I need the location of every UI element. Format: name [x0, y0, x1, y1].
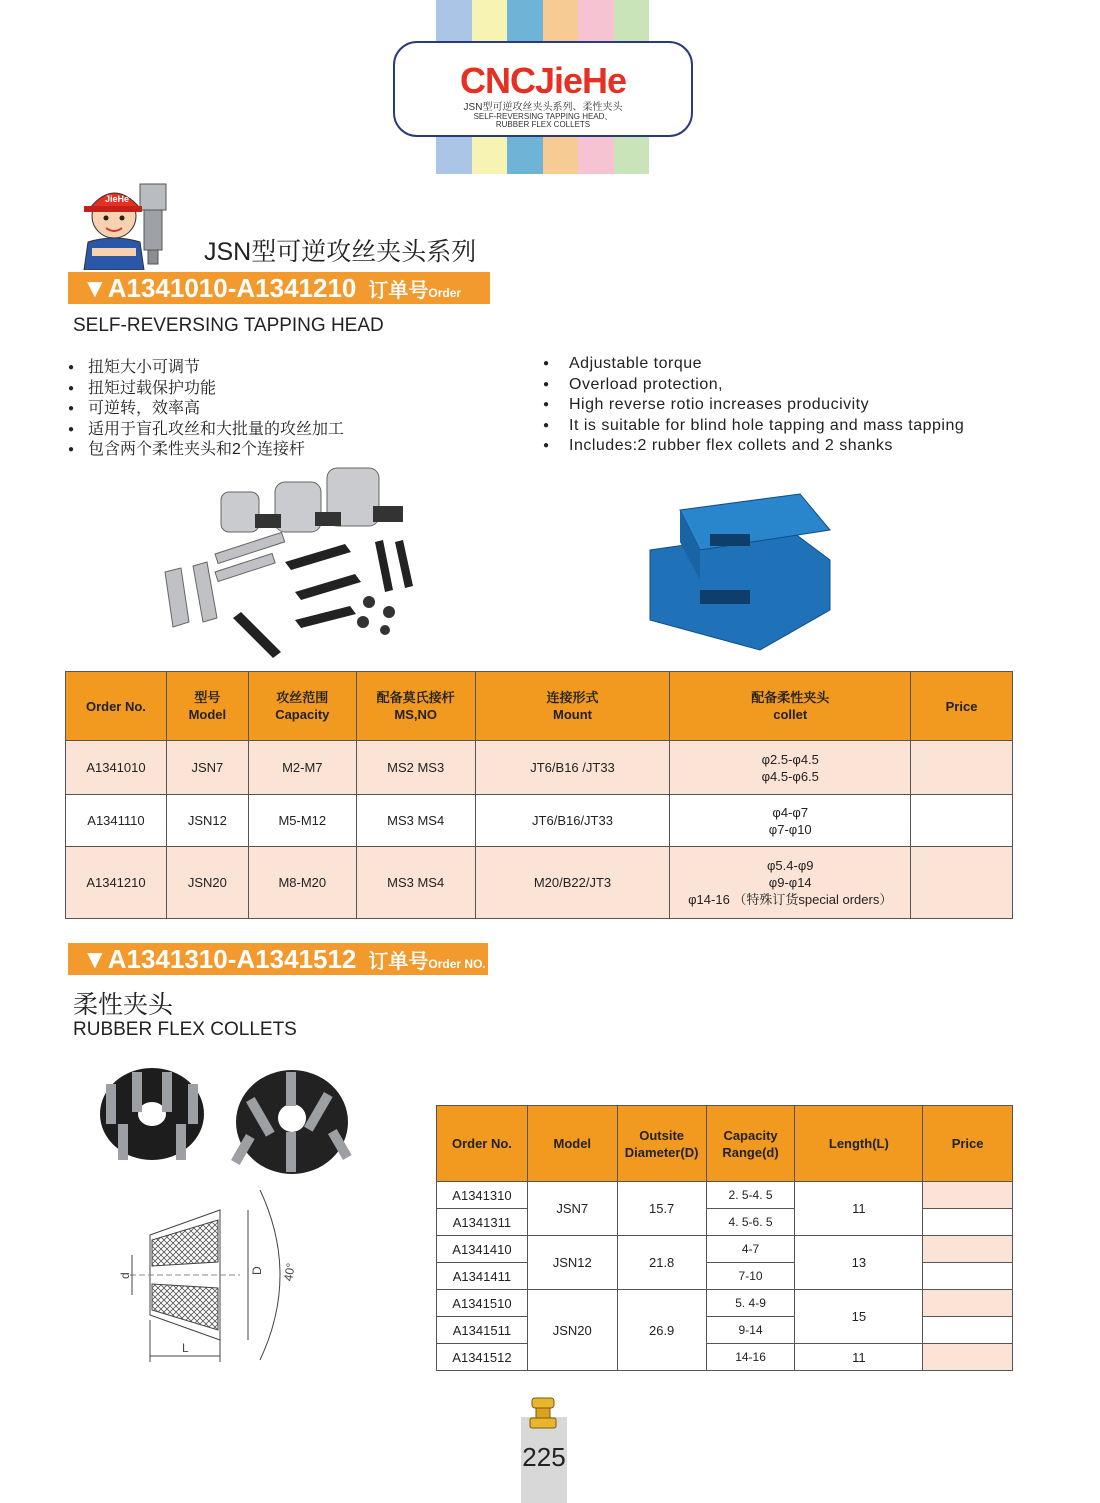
cell-price [923, 1209, 1013, 1236]
cell-length: 13 [795, 1236, 923, 1290]
cell-model: JSN12 [166, 795, 248, 847]
page-number: 225 [522, 1442, 566, 1472]
cell-model: JSN20 [166, 847, 248, 919]
cell-order: A1341311 [437, 1209, 528, 1236]
cell-collet: φ4-φ7 φ7-φ10 [670, 795, 911, 847]
series-title: JSN型可逆攻丝夹头系列 [204, 238, 477, 266]
cell-model: JSN12 [527, 1236, 617, 1290]
features-cn-list [68, 358, 344, 461]
order-label: 订单号Order [368, 279, 462, 302]
col-header-diameter: Outsite Diameter(D) [617, 1106, 706, 1182]
feature-en-item: ● It is suitable for blind hole tapping and mass tapping [543, 416, 964, 437]
table-row [66, 741, 1013, 795]
section-title-cn: 柔性夹头 [73, 991, 174, 1019]
svg-text:JieHe: JieHe [105, 194, 130, 204]
rubber-collets-photo [96, 1062, 356, 1182]
cell-ms: MS2 MS3 [356, 741, 475, 795]
feature-en-item: ● High reverse rotio increases producivity [543, 395, 964, 416]
col-header-model: Model [527, 1106, 617, 1182]
table-row [437, 1182, 1013, 1209]
tool-emblem-icon [528, 1396, 558, 1430]
cell-price [911, 741, 1013, 795]
cell-model: JSN7 [527, 1182, 617, 1236]
cell-capacity: 4. 5-6. 5 [706, 1209, 795, 1236]
feature-cn-item: ● 适用于盲孔攻丝和大批量的攻丝加工 [68, 420, 344, 441]
cell-capacity: M5-M12 [248, 795, 356, 847]
svg-text:D: D [250, 1266, 264, 1275]
cell-order: A1341110 [66, 795, 167, 847]
features-en-list [543, 354, 964, 457]
cell-collet: φ2.5-φ4.5 φ4.5-φ6.5 [670, 741, 911, 795]
cell-order: A1341410 [437, 1236, 528, 1263]
svg-text:L: L [182, 1341, 189, 1355]
blue-carry-case-photo [640, 490, 835, 655]
order-range-code: ▼A1341310-A1341512 [82, 943, 357, 974]
feature-cn-item: ● 扭矩过载保护功能 [68, 379, 344, 400]
table-row [66, 847, 1013, 919]
cell-capacity: 9-14 [706, 1317, 795, 1344]
cell-order: A1341411 [437, 1263, 528, 1290]
cell-price [923, 1344, 1013, 1371]
cell-order: A1341010 [66, 741, 167, 795]
cell-capacity: 7-10 [706, 1263, 795, 1290]
cell-capacity: 5. 4-9 [706, 1290, 795, 1317]
cell-order: A1341510 [437, 1290, 528, 1317]
cell-price [923, 1236, 1013, 1263]
cell-diameter: 26.9 [617, 1290, 706, 1371]
feature-cn-item: ● 可逆转，效率高 [68, 399, 344, 420]
cell-order: A1341512 [437, 1344, 528, 1371]
table-row [437, 1317, 1013, 1344]
col-header-price: Price [923, 1106, 1013, 1182]
col-header-capacity: 攻丝范围 Capacity [248, 672, 356, 741]
tapping-head-kit-photo [155, 462, 445, 662]
cell-model: JSN7 [166, 741, 248, 795]
cell-capacity: 2. 5-4. 5 [706, 1182, 795, 1209]
order-range-bar-2 [68, 943, 488, 975]
col-header-model: 型号 Model [166, 672, 248, 741]
cell-ms: MS3 MS4 [356, 847, 475, 919]
cell-model: JSN20 [527, 1290, 617, 1371]
table-row [66, 795, 1013, 847]
table-row [437, 1236, 1013, 1263]
col-header-ms: 配备莫氏接杆 MS,NO [356, 672, 475, 741]
svg-text:d: d [118, 1272, 132, 1279]
cell-mount: JT6/B16/JT33 [475, 795, 670, 847]
order-range-code: ▼A1341010-A1341210 [82, 272, 357, 303]
col-header-order: Order No. [437, 1106, 528, 1182]
order-range-bar-1 [68, 272, 490, 304]
table-header-row [437, 1106, 1013, 1182]
cell-ms: MS3 MS4 [356, 795, 475, 847]
col-header-order: Order No. [66, 672, 167, 741]
table-row [437, 1263, 1013, 1290]
brand-subtitle-en-1: SELF-REVERSING TAPPING HEAD、 [473, 112, 613, 121]
cell-mount: M20/B22/JT3 [475, 847, 670, 919]
cell-price [923, 1182, 1013, 1209]
section-title-en: SELF-REVERSING TAPPING HEAD [73, 315, 384, 336]
brand-subtitle-cn: JSN型可逆攻丝夹头系列、柔性夹头 [463, 102, 623, 113]
cell-order: A1341210 [66, 847, 167, 919]
col-header-price: Price [911, 672, 1013, 741]
section-title-en: RUBBER FLEX COLLETS [73, 1019, 297, 1040]
feature-en-item: ● Adjustable torque [543, 354, 964, 375]
brand-logo: CNCJieHe [459, 60, 627, 101]
cell-order: A1341511 [437, 1317, 528, 1344]
cell-order: A1341310 [437, 1182, 528, 1209]
cell-price [923, 1263, 1013, 1290]
cell-price [911, 795, 1013, 847]
col-header-collet: 配备柔性夹头 collet [670, 672, 911, 741]
cell-diameter: 21.8 [617, 1236, 706, 1290]
collet-dimension-diagram [110, 1180, 330, 1370]
brand-logo-box [393, 41, 693, 137]
rubber-collet-table [436, 1105, 1013, 1371]
feature-en-item: ● Includes:2 rubber flex collets and 2 shanks [543, 436, 964, 457]
cell-diameter: 15.7 [617, 1182, 706, 1236]
feature-cn-item: ● 扭矩大小可调节 [68, 358, 344, 379]
cell-length: 11 [795, 1344, 923, 1371]
order-label: 订单号Order NO. [368, 950, 486, 973]
table-row [437, 1209, 1013, 1236]
cell-collet: φ5.4-φ9 φ9-φ14 φ14-16 （特殊订货special orders） [670, 847, 911, 919]
col-header-length: Length(L) [795, 1106, 923, 1182]
cell-capacity: 4-7 [706, 1236, 795, 1263]
cell-capacity: M2-M7 [248, 741, 356, 795]
table-row [437, 1344, 1013, 1371]
svg-text:40°: 40° [281, 1261, 298, 1283]
cell-price [923, 1290, 1013, 1317]
mascot-illustration [78, 178, 182, 270]
cell-price [911, 847, 1013, 919]
cell-capacity: M8-M20 [248, 847, 356, 919]
table-row [437, 1290, 1013, 1317]
cell-length: 15 [795, 1290, 923, 1344]
feature-cn-item: ● 包含两个柔性夹头和2个连接杆 [68, 440, 344, 461]
cell-length: 11 [795, 1182, 923, 1236]
cell-capacity: 14-16 [706, 1344, 795, 1371]
feature-en-item: ● Overload protection, [543, 375, 964, 396]
col-header-capacity: Capacity Range(d) [706, 1106, 795, 1182]
brand-subtitle-en-2: RUBBER FLEX COLLETS [495, 120, 591, 129]
table-header-row [66, 672, 1013, 741]
cell-mount: JT6/B16 /JT33 [475, 741, 670, 795]
col-header-mount: 连接形式 Mount [475, 672, 670, 741]
cell-price [923, 1317, 1013, 1344]
tapping-head-spec-table [65, 671, 1013, 919]
